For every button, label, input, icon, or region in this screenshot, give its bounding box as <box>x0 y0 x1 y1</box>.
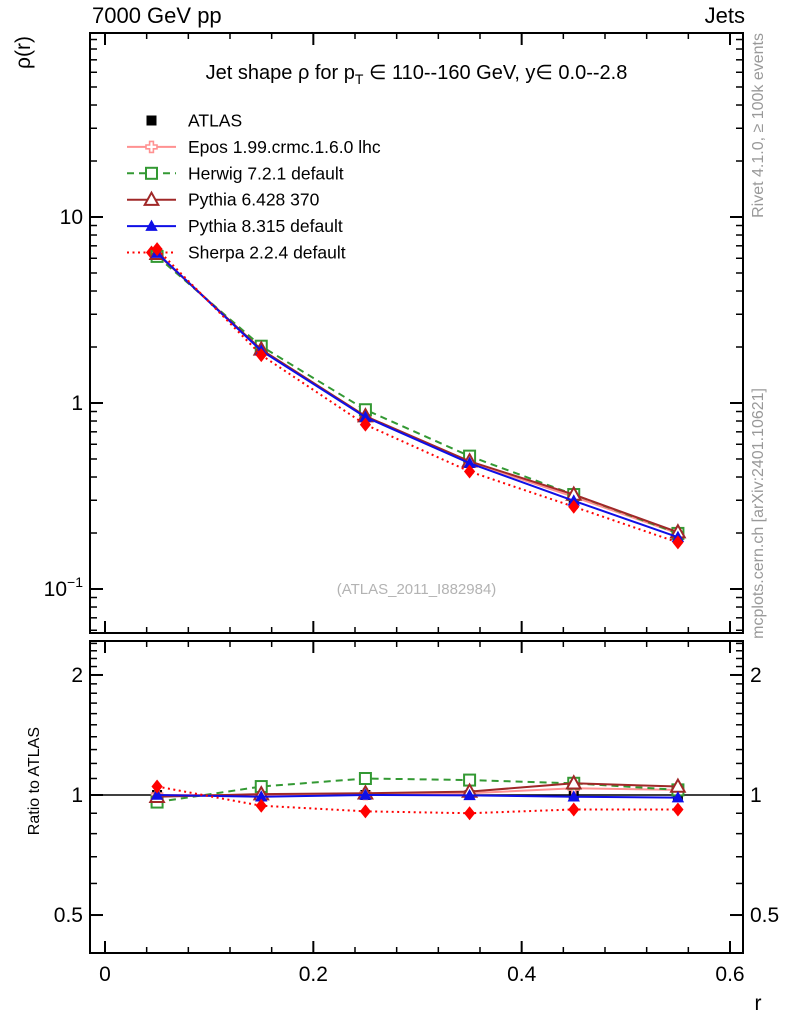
ratio-tick-label-left: 1 <box>71 784 83 807</box>
legend-label-sherpa-2-2-4-default: Sherpa 2.2.4 default <box>188 242 346 263</box>
series-herwig-7-2-1-default-main-line <box>157 256 678 533</box>
plot-title-sub: T <box>354 71 364 87</box>
legend-label-herwig-7-2-1-default: Herwig 7.2.1 default <box>188 163 344 184</box>
analysis-group-label: Jets <box>704 3 745 28</box>
series-pythia-6-428-370-main-line <box>157 254 678 532</box>
analysis-id-watermark: (ATLAS_2011_I882984) <box>336 581 497 598</box>
legend-marker-atlas <box>147 116 157 126</box>
x-tick-label: 0.4 <box>507 963 537 986</box>
x-tick-label: 0.6 <box>715 963 745 986</box>
rivet-version-label: Rivet 4.1.0, ≥ 100k events <box>750 33 767 218</box>
series-sherpa-2-2-4-default-ratio-marker <box>672 802 683 816</box>
ratio-tick-label-left: 2 <box>71 663 83 687</box>
legend-label-atlas: ATLAS <box>188 110 243 131</box>
series-herwig-7-2-1-default-ratio-marker <box>360 773 371 784</box>
legend-marker-epos-1-99-crmc-1-6-0-lhc <box>146 141 157 152</box>
x-axis-label: r <box>754 992 762 1015</box>
x-tick-label: 0.2 <box>298 963 328 986</box>
legend-marker-herwig-7-2-1-default <box>146 168 157 179</box>
beam-energy-label: 7000 GeV pp <box>92 3 222 28</box>
plot-title <box>90 60 743 87</box>
legend-label-pythia-6-428-370: Pythia 6.428 370 <box>188 189 320 210</box>
ratio-tick-label-right: 1 <box>750 784 762 807</box>
series-sherpa-2-2-4-default-ratio-marker <box>464 806 475 820</box>
main-y-axis-label: ρ(r) <box>12 36 35 69</box>
series-sherpa-2-2-4-default-ratio-marker <box>568 802 579 816</box>
series-sherpa-2-2-4-default-main-line <box>157 249 678 542</box>
legend-label-pythia-8-315-default: Pythia 8.315 default <box>188 216 343 237</box>
series-herwig-7-2-1-default-ratio-line <box>157 778 678 802</box>
plot-title-post: ∈ 110--160 GeV, y∈ 0.0--2.8 <box>363 62 628 84</box>
legend-label-epos-1-99-crmc-1-6-0-lhc: Epos 1.99.crmc.1.6.0 lhc <box>188 136 381 157</box>
y-tick-label: $10^{-1}$ <box>43 574 83 601</box>
ratio-y-axis-label: Ratio to ATLAS <box>26 727 43 836</box>
plot-title-pre: Jet shape ρ for p <box>205 62 355 84</box>
series-sherpa-2-2-4-default-ratio-marker <box>360 804 371 818</box>
y-tick-label: 1 <box>71 392 83 415</box>
ratio-tick-label-right: 0.5 <box>750 904 780 928</box>
x-tick-label: 0 <box>99 963 111 986</box>
ratio-tick-label-left: 0.5 <box>53 904 83 928</box>
y-tick-label: 10 <box>59 206 83 229</box>
mcplots-arxiv-label: mcplots.cern.ch [arXiv:2401.10621] <box>750 388 767 639</box>
ratio-tick-label-right: 2 <box>750 663 762 687</box>
series-epos-1-99-crmc-1-6-0-lhc-main-line <box>157 253 678 533</box>
series-pythia-8-315-default-main-line <box>157 253 678 537</box>
